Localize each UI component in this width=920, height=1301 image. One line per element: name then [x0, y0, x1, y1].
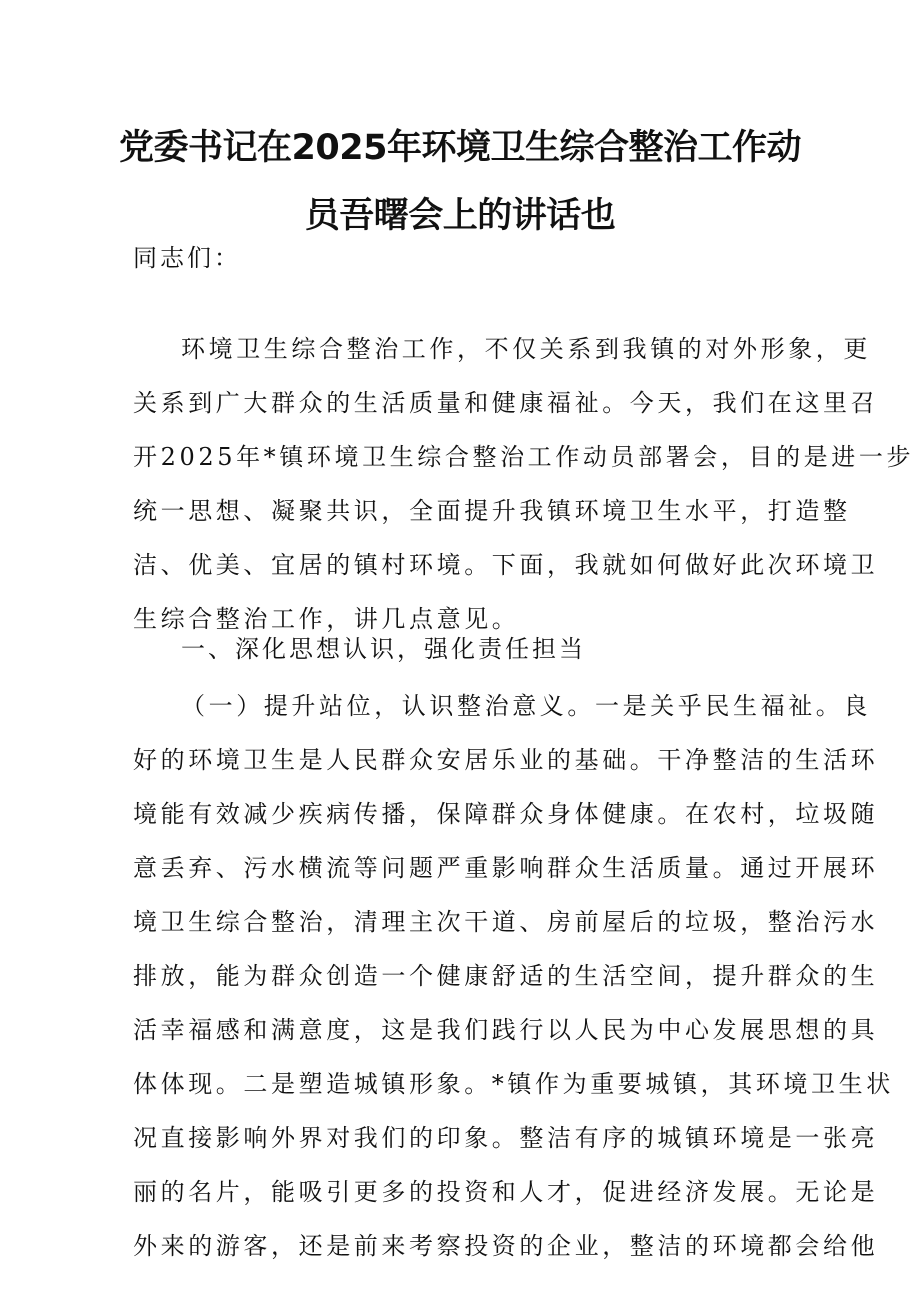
- document-title-line-1: 党委书记在2025年环境卫生综合整治工作动: [119, 128, 801, 168]
- text-line: 统一思想、凝聚共识，全面提升我镇环境卫生水平，打造整: [133, 497, 851, 525]
- text-line: 环境卫生综合整治工作，不仅关系到我镇的对外形象，更: [181, 335, 871, 363]
- text-line: 意丢弃、污水横流等问题严重影响群众生活质量。通过开展环: [133, 854, 879, 882]
- text-line: 洁、优美、宜居的镇村环境。下面，我就如何做好此次环境卫: [133, 551, 879, 579]
- text-line: 排放，能为群众创造一个健康舒适的生活空间，提升群众的生: [133, 962, 879, 990]
- salutation: 同志们：: [133, 244, 241, 272]
- text-line: 开2025年*镇环境卫生综合整治工作动员部署会，目的是进一步: [133, 443, 915, 471]
- paragraph-intro: [133, 322, 915, 646]
- document-title-line-2: 员吾曙会上的讲话也: [304, 196, 616, 236]
- paragraph-section-1-1: [133, 679, 894, 1273]
- text-line: 境能有效减少疾病传播，保障群众身体健康。在农村，垃圾随: [133, 800, 879, 828]
- text-line: 况直接影响外界对我们的印象。整洁有序的城镇环境是一张亮: [133, 1124, 879, 1152]
- text-line: 境卫生综合整治，清理主次干道、房前屋后的垃圾，整治污水: [133, 908, 879, 936]
- section-heading-1: 一、深化思想认识，强化责任担当: [181, 635, 586, 663]
- text-line: 外来的游客，还是前来考察投资的企业，整洁的环境都会给他: [133, 1232, 879, 1260]
- text-line: 关系到广大群众的生活质量和健康福祉。今天，我们在这里召: [133, 389, 879, 417]
- text-line: 活幸福感和满意度，这是我们践行以人民为中心发展思想的具: [133, 1016, 879, 1044]
- text-line: 体体现。二是塑造城镇形象。*镇作为重要城镇，其环境卫生状: [133, 1070, 894, 1098]
- text-line: （一）提升站位，认识整治意义。一是关乎民生福祉。良: [181, 692, 871, 720]
- text-line: 丽的名片，能吸引更多的投资和人才，促进经济发展。无论是: [133, 1178, 879, 1206]
- text-line: 好的环境卫生是人民群众安居乐业的基础。干净整洁的生活环: [133, 746, 879, 774]
- text-line: 生综合整治工作，讲几点意见。: [133, 605, 520, 633]
